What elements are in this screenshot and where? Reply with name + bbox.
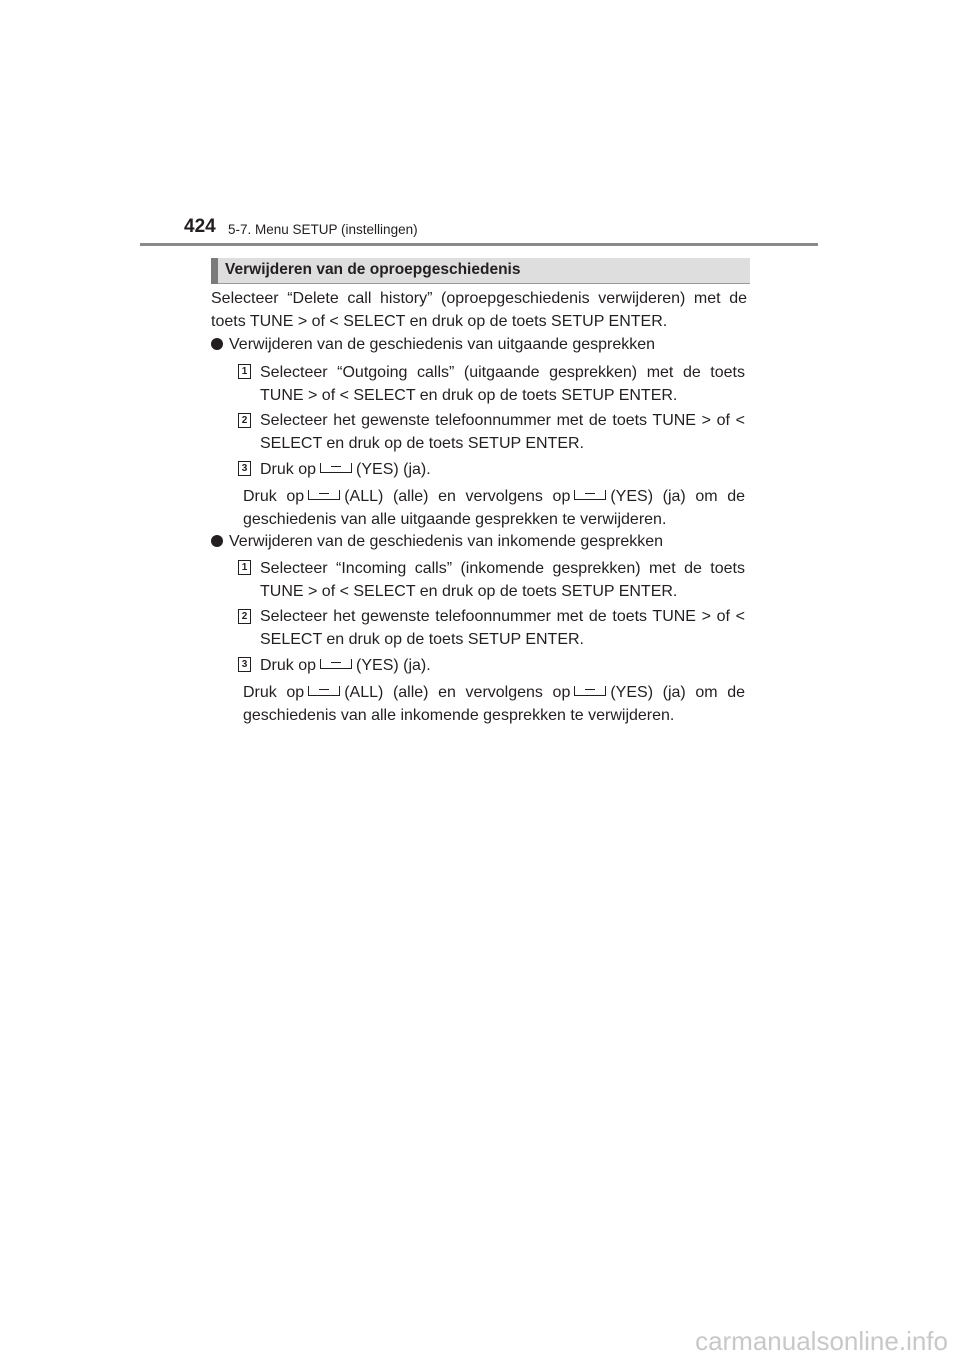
note-paragraph: [243, 682, 745, 727]
step-text: Selecteer “Outgoing calls” (uitgaande gesprekken) met de toets TUNE > of < SELECT en druk op de toets SETUP ENTER.: [260, 364, 745, 404]
section-heading: [211, 258, 750, 284]
step-text: Selecteer “Incoming calls” (inkomende gesprekken) met de toets TUNE > of < SELECT en druk op de toets SETUP ENTER.: [260, 560, 745, 600]
softkey-icon: [574, 686, 606, 696]
step-text-pre: Druk op: [260, 461, 317, 478]
step-text-content: Selecteer het gewenste telefoonnummer met de toets TUNE > of < SELECT en druk op de toets SETUP ENTER.: [260, 412, 745, 452]
step-number: 2: [238, 609, 251, 624]
note-text: Druk op: [243, 488, 305, 505]
step-text: [260, 459, 431, 482]
softkey-icon: [308, 686, 340, 696]
softkey-icon: [308, 490, 340, 500]
bullet-item: [211, 334, 655, 357]
softkey-icon: [320, 463, 352, 473]
note-text: (YES) (ja) om de geschiedenis van alle inkomende gesprekken te verwijderen.: [243, 684, 746, 724]
step-text: [260, 410, 745, 455]
softkey-icon: [320, 659, 352, 669]
bullet-text: Verwijderen van de geschiedenis van uitgaande gesprekken: [229, 336, 656, 353]
bullet-icon: [211, 338, 223, 350]
softkey-icon: [574, 490, 606, 500]
step-text-post: (YES) (ja).: [356, 657, 431, 674]
note-paragraph: [243, 486, 745, 531]
intro-paragraph: Selecteer “Delete call history” (oproepgeschiedenis verwijderen) met de toets TUNE > of < SELECT en druk op de toets SETUP ENTER.: [211, 290, 747, 330]
step-text-pre: Druk op: [260, 657, 317, 674]
step-number: 1: [238, 364, 251, 379]
note-text: (ALL) (alle) en vervolgens op: [344, 684, 571, 701]
section-title: Verwijderen van de oproepgeschiedenis: [225, 261, 521, 278]
note-text: (ALL) (alle) en vervolgens op: [344, 488, 571, 505]
step-number: 2: [238, 413, 251, 428]
header-divider: [140, 243, 818, 246]
watermark: carmanualsonline.info: [695, 1326, 948, 1356]
bullet-item: [211, 531, 663, 554]
note-text: Druk op: [243, 684, 305, 701]
step-text: Selecteer het gewenste telefoonnummer met de toets TUNE > of < SELECT en druk op de toets SETUP ENTER.: [260, 608, 745, 648]
step-number: 3: [238, 461, 251, 476]
step-text: [260, 655, 431, 678]
step-text-post: (YES) (ja).: [356, 461, 431, 478]
step-number: 3: [238, 657, 251, 672]
note-text: (YES) (ja) om de geschiedenis van alle uitgaande gesprekken te verwijderen.: [243, 488, 746, 528]
bullet-icon: [211, 535, 223, 547]
step-number: 1: [238, 560, 251, 575]
page-number: 424: [184, 216, 216, 237]
heading-bar: [211, 258, 218, 284]
chapter-title: 5-7. Menu SETUP (instellingen): [228, 222, 418, 237]
bullet-text: Verwijderen van de geschiedenis van inkomende gesprekken: [229, 533, 664, 550]
